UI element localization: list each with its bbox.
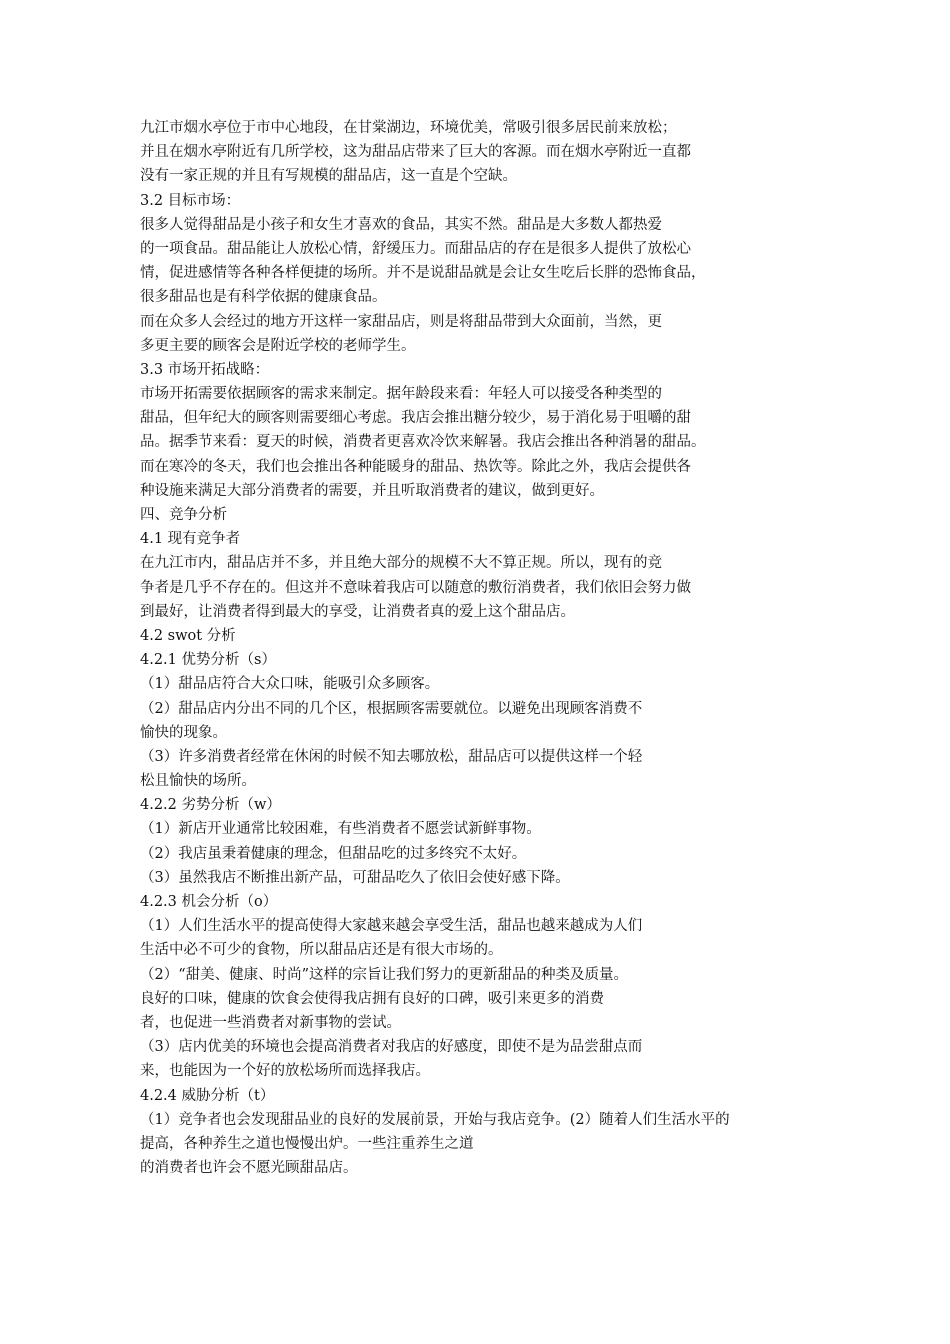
text-line: 很多人觉得甜品是小孩子和女生才喜欢的食品，其实不然。甜品是大多数人都热爱 — [140, 216, 662, 233]
text-line: 很多甜品也是有科学依据的健康食品。 — [140, 289, 387, 306]
text-line: 而在众多人会经过的地方开这样一家甜品店，则是将甜品带到大众面前，当然，更 — [140, 313, 662, 330]
text-line: （1）人们生活水平的提高使得大家越来越会享受生活，甜品也越来越成为人们 — [140, 918, 643, 935]
text-line: 4.2.3 机会分析（o） — [140, 894, 278, 910]
text-line: 4.2.1 优势分析（s） — [140, 652, 276, 669]
text-line: 而在寒冷的冬天，我们也会推出各种能暖身的甜品、热饮等。除此之外，我店会提供各 — [140, 458, 691, 475]
text-line: 情，促进感情等各种各样便捷的场所。并不是说甜品就是会让女生吃后长胖的恐怖食品， — [140, 265, 706, 282]
text-line: 良好的口味，健康的饮食会使得我店拥有良好的口碑，吸引来更多的消费 — [140, 990, 604, 1007]
text-line: （1）甜品店符合大众口味，能吸引众多顾客。 — [140, 676, 440, 693]
text-line: 3.2 目标市场： — [140, 192, 241, 209]
text-line: （3）许多消费者经常在休闲的时候不知去哪放松，甜品店可以提供这样一个轻 — [140, 748, 643, 765]
text-line: 没有一家正规的并且有写规模的甜品店，这一直是个空缺。 — [140, 168, 517, 185]
text-line: 的消费者也许会不愿光顾甜品店。 — [140, 1160, 358, 1177]
text-line: 到最好，让消费者得到最大的享受，让消费者真的爱上这个甜品店。 — [140, 603, 575, 620]
text-line: （2）甜品店内分出不同的几个区，根据顾客需要就位。以避免出现顾客消费不 — [140, 700, 643, 717]
text-line: 的一项食品。甜品能让人放松心情，舒缓压力。而甜品店的存在是很多人提供了放松心 — [140, 240, 691, 257]
text-line: 愉快的现象。 — [140, 724, 227, 741]
text-line: 4.2 swot 分析 — [140, 627, 236, 644]
text-line: 4.2.4 威胁分析（t） — [140, 1087, 275, 1104]
text-line: 者，也促进一些消费者对新事物的尝试。 — [140, 1014, 401, 1031]
text-line: （1）竞争者也会发现甜品业的良好的发展前景，开始与我店竞争。(2）随着人们生活水平的 — [140, 1111, 730, 1128]
text-line: 来，也能因为一个好的放松场所而选择我店。 — [140, 1063, 430, 1080]
document-body — [140, 116, 820, 1180]
text-line: 甜品，但年纪大的顾客则需要细心考虑。我店会推出糖分较少，易于消化易于咀嚼的甜 — [140, 410, 691, 427]
text-line: 提高，各种养生之道也慢慢出炉。一些注重养生之道 — [140, 1135, 474, 1152]
text-line: 争者是几乎不存在的。但这并不意味着我店可以随意的敷衍消费者，我们依旧会努力做 — [140, 579, 691, 596]
text-line: 种设施来满足大部分消费者的需要，并且听取消费者的建议，做到更好。 — [140, 482, 604, 499]
text-line: 九江市烟水亭位于市中心地段，在甘棠湖边，环境优美，常吸引很多居民前来放松； — [140, 120, 677, 136]
text-line: （2）“甜美、健康、时尚”这样的宗旨让我们努力的更新甜品的种类及质量。 — [140, 966, 629, 983]
text-line: 在九江市内，甜品店并不多，并且绝大部分的规模不大不算正规。所以，现有的竞 — [140, 555, 662, 572]
text-line: 多更主要的顾客会是附近学校的老师学生。 — [140, 337, 416, 354]
text-line: 四、竞争分析 — [140, 507, 227, 523]
text-line: （3）店内优美的环境也会提高消费者对我店的好感度，即使不是为品尝甜点而 — [140, 1039, 643, 1056]
text-line: （3）虽然我店不断推出新产品，可甜品吃久了依旧会使好感下降。 — [140, 869, 570, 886]
text-line: （1）新店开业通常比较困难，有些消费者不愿尝试新鲜事物。 — [140, 821, 541, 838]
text-line: 品。据季节来看：夏天的时候，消费者更喜欢冷饮来解暑。我店会推出各种消暑的甜品。 — [140, 434, 706, 451]
text-line: 3.3 市场开拓战略： — [140, 361, 270, 378]
text-line: 松且愉快的场所。 — [140, 773, 256, 790]
text-line: 生活中必不可少的食物，所以甜品店还是有很大市场的。 — [140, 942, 503, 959]
text-line: 市场开拓需要依据顾客的需求来制定。据年龄段来看：年轻人可以接受各种类型的 — [140, 386, 662, 403]
text-line: 4.1 现有竞争者 — [140, 531, 241, 548]
text-line: 并且在烟水亭附近有几所学校，这为甜品店带来了巨大的客源。而在烟水亭附近一直都 — [140, 144, 691, 161]
text-line: 4.2.2 劣势分析（w） — [140, 797, 281, 814]
text-line: （2）我店虽秉着健康的理念，但甜品吃的过多终究不太好。 — [140, 845, 527, 862]
